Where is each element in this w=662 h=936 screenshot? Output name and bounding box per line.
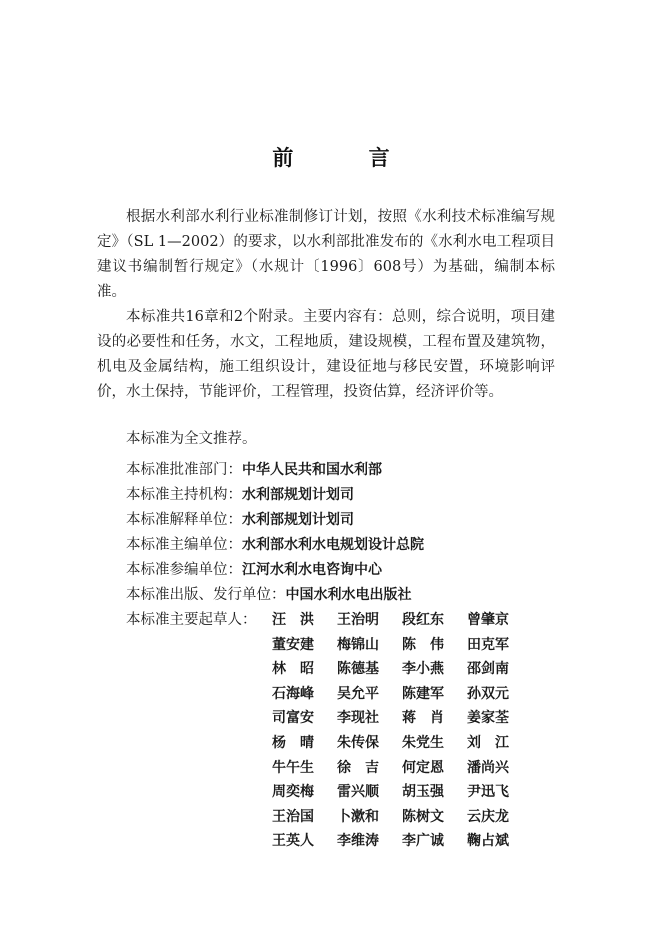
drafter-name: 周奕梅 [272, 784, 314, 801]
info-value: 江河水利水电咨询中心 [242, 562, 382, 578]
drafter-name: 朱党生 [402, 734, 444, 751]
drafter-row [272, 706, 532, 731]
paragraph-contents: 本标准共16章和2个附录。主要内容有：总则，综合说明，项目建设的必要性和任务，水文，工程地质，建设规模，工程布置及建筑物，机电及金属结构，施工组织设计，建设征地与移民安置，环境影响评价，水土保持，节能评价，工程管理，投资估算，经济评价等。 [97, 309, 555, 400]
drafter-name: 李维涛 [337, 833, 379, 850]
info-approval-dept [126, 458, 382, 482]
drafter-name: 云庆龙 [467, 808, 509, 825]
paragraph-basis: 根据水利部水利行业标准制修订计划，按照《水利技术标准编写规定》（SL 1—2002）的要求，以水利部批准发布的《水利水电工程项目建议书编制暂行规定》（水规计〔1996〕608号）为基础，编制本标准。 [97, 209, 555, 300]
info-label: 本标准主要起草人： [126, 612, 257, 628]
drafter-name: 陈树文 [402, 808, 444, 825]
drafter-name: 段红东 [402, 612, 444, 628]
drafter-name: 雷兴顺 [337, 784, 379, 801]
drafter-name: 王治明 [337, 612, 379, 628]
drafter-name: 朱传保 [337, 734, 379, 751]
info-chief-editor-unit [126, 533, 424, 557]
info-value: 中华人民共和国水利部 [242, 462, 382, 478]
drafter-name: 林 昭 [272, 661, 314, 678]
drafter-row [272, 829, 532, 854]
drafter-name: 孙双元 [467, 685, 509, 702]
drafter-name: 李广诚 [402, 833, 444, 850]
drafter-name: 司富安 [272, 710, 314, 727]
drafter-row [272, 633, 532, 658]
info-value: 水利部规划计划司 [242, 512, 354, 528]
drafter-name: 刘 江 [467, 734, 509, 751]
drafter-name: 姜家荃 [467, 710, 509, 727]
drafter-name: 何定恩 [402, 759, 444, 776]
drafter-name: 董安建 [272, 636, 314, 653]
drafter-name: 胡玉强 [402, 784, 444, 801]
info-participating-unit [126, 558, 382, 582]
drafter-name: 陈 伟 [402, 636, 444, 653]
drafter-name: 尹迅飞 [467, 784, 509, 801]
info-value: 中国水利水电出版社 [285, 587, 412, 603]
drafter-name: 鞠占斌 [467, 833, 509, 850]
drafter-name: 李小燕 [402, 661, 444, 678]
info-label: 本标准批准部门： [126, 462, 242, 478]
drafter-name: 邵剑南 [467, 661, 509, 678]
info-label: 本标准主持机构： [126, 487, 242, 503]
drafter-name: 陈德基 [337, 661, 379, 678]
info-label: 本标准主编单位： [126, 537, 242, 553]
drafter-name: 吴允平 [337, 685, 379, 702]
drafter-row [272, 805, 532, 830]
info-value: 水利部规划计划司 [242, 487, 354, 503]
drafter-row [272, 608, 532, 633]
info-label: 本标准解释单位： [126, 512, 242, 528]
drafter-row [272, 657, 532, 682]
page-title: 前 言 [272, 146, 424, 170]
drafter-name: 梅锦山 [337, 636, 379, 653]
drafter-name: 王英人 [272, 833, 314, 850]
drafter-row [272, 780, 532, 805]
drafter-name: 石海峰 [272, 685, 314, 702]
drafter-name: 潘尚兴 [467, 759, 509, 776]
info-publisher [126, 583, 412, 607]
drafter-name: 曾肇京 [467, 612, 509, 628]
drafter-name: 徐 吉 [337, 759, 379, 776]
drafter-row [272, 756, 532, 781]
drafter-name: 牛午生 [272, 759, 314, 776]
drafter-name: 卜漱和 [337, 808, 379, 825]
drafter-name: 蒋 肖 [402, 710, 444, 727]
drafter-name: 陈建军 [402, 685, 444, 702]
info-host-agency [126, 483, 354, 507]
drafters-list [272, 608, 532, 854]
drafter-name: 杨 晴 [272, 734, 314, 751]
drafter-row [272, 731, 532, 756]
info-interpretation-unit [126, 508, 354, 532]
drafter-name: 汪 洪 [272, 612, 314, 628]
drafter-row [272, 682, 532, 707]
info-label: 本标准出版、发行单位： [126, 587, 286, 603]
drafter-name: 李现社 [337, 710, 379, 727]
info-value: 水利部水利水电规划设计总院 [242, 537, 424, 553]
info-drafters-label [126, 608, 257, 632]
drafter-name: 田克军 [467, 636, 509, 653]
paragraph-recommendation: 本标准为全文推荐。 [126, 431, 257, 447]
drafter-name: 王治国 [272, 808, 314, 825]
info-label: 本标准参编单位： [126, 562, 242, 578]
